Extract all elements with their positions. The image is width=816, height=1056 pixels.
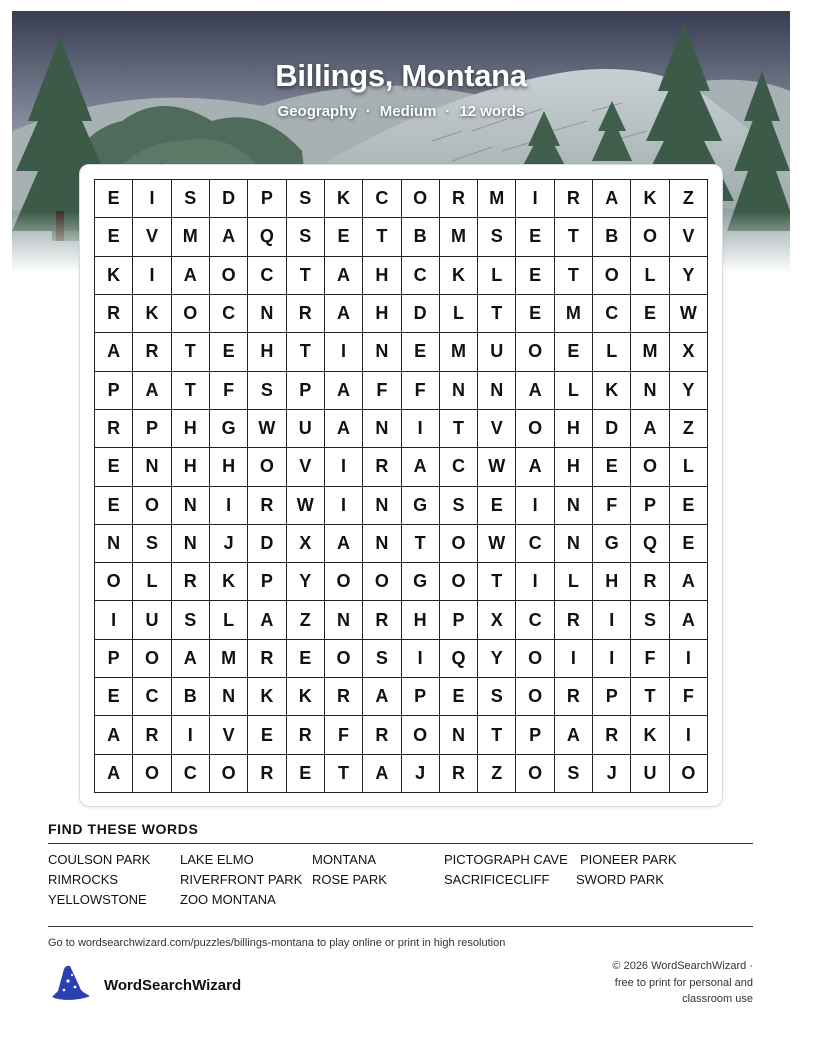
grid-cell[interactable]: A xyxy=(325,410,363,448)
grid-cell[interactable]: L xyxy=(555,563,593,601)
grid-cell[interactable]: P xyxy=(631,487,669,525)
word-item: SWORD PARK xyxy=(576,872,664,887)
grid-cell[interactable]: V xyxy=(133,218,171,256)
grid-cell[interactable]: O xyxy=(440,563,478,601)
grid-cell[interactable]: C xyxy=(248,257,286,295)
grid-cell[interactable]: M xyxy=(478,180,516,218)
grid-cell[interactable]: A xyxy=(325,525,363,563)
grid-cell[interactable]: O xyxy=(402,716,440,754)
word-item: YELLOWSTONE xyxy=(48,892,147,907)
grid-cell[interactable]: E xyxy=(95,678,133,716)
grid-cell[interactable]: N xyxy=(363,525,401,563)
grid-cell[interactable]: L xyxy=(555,372,593,410)
grid-cell[interactable]: S xyxy=(440,487,478,525)
word-item: RIVERFRONT PARK xyxy=(180,872,303,887)
grid-cell[interactable]: O xyxy=(516,640,554,678)
grid-cell[interactable]: R xyxy=(287,295,325,333)
grid-cell[interactable]: A xyxy=(402,448,440,486)
grid-cell[interactable]: H xyxy=(555,410,593,448)
grid-cell[interactable]: R xyxy=(172,563,210,601)
grid-cell[interactable]: P xyxy=(133,410,171,448)
grid-cell[interactable]: I xyxy=(210,487,248,525)
grid-cell[interactable]: D xyxy=(248,525,286,563)
grid-cell[interactable]: A xyxy=(325,372,363,410)
grid-cell[interactable]: S xyxy=(555,755,593,793)
grid-cell[interactable]: E xyxy=(555,333,593,371)
grid-cell[interactable]: K xyxy=(440,257,478,295)
grid-cell[interactable]: W xyxy=(287,487,325,525)
grid-cell[interactable]: X xyxy=(670,333,708,371)
grid-cell[interactable]: V xyxy=(478,410,516,448)
grid-cell[interactable]: E xyxy=(516,295,554,333)
grid-cell[interactable]: N xyxy=(210,678,248,716)
grid-cell[interactable]: P xyxy=(248,563,286,601)
grid-cell[interactable]: N xyxy=(478,372,516,410)
grid-cell[interactable]: I xyxy=(325,333,363,371)
grid-cell[interactable]: R xyxy=(95,410,133,448)
grid-cell[interactable]: U xyxy=(133,601,171,639)
grid-cell[interactable]: V xyxy=(287,448,325,486)
grid-cell[interactable]: F xyxy=(593,487,631,525)
grid-cell[interactable]: L xyxy=(670,448,708,486)
grid-cell[interactable]: O xyxy=(133,640,171,678)
grid-cell[interactable]: S xyxy=(287,218,325,256)
grid-cell[interactable]: F xyxy=(402,372,440,410)
grid-cell[interactable]: C xyxy=(210,295,248,333)
grid-cell[interactable]: K xyxy=(95,257,133,295)
grid-cell[interactable]: O xyxy=(95,563,133,601)
grid-cell[interactable]: A xyxy=(516,448,554,486)
grid-cell[interactable]: Q xyxy=(248,218,286,256)
grid-cell[interactable]: U xyxy=(478,333,516,371)
copyright-notice xyxy=(573,958,753,1008)
category-label: Geography xyxy=(277,103,357,120)
grid-cell[interactable]: O xyxy=(440,525,478,563)
grid-cell[interactable]: A xyxy=(95,716,133,754)
grid-cell[interactable]: O xyxy=(325,563,363,601)
grid-cell[interactable]: R xyxy=(248,755,286,793)
grid-cell[interactable]: N xyxy=(325,601,363,639)
grid-cell[interactable]: J xyxy=(593,755,631,793)
grid-cell[interactable]: P xyxy=(287,372,325,410)
copyright-line: classroom use xyxy=(682,993,753,1005)
grid-cell[interactable]: O xyxy=(172,295,210,333)
grid-cell[interactable]: C xyxy=(593,295,631,333)
grid-cell[interactable]: M xyxy=(172,218,210,256)
grid-cell[interactable]: E xyxy=(287,755,325,793)
copyright-line: free to print for personal and xyxy=(614,976,753,989)
grid-cell[interactable]: Y xyxy=(287,563,325,601)
grid-cell[interactable]: A xyxy=(670,601,708,639)
grid-cell[interactable]: H xyxy=(248,333,286,371)
grid-cell[interactable]: O xyxy=(631,448,669,486)
grid-cell[interactable]: U xyxy=(287,410,325,448)
grid-cell[interactable]: H xyxy=(172,410,210,448)
grid-cell[interactable]: I xyxy=(133,180,171,218)
grid-cell[interactable]: S xyxy=(631,601,669,639)
grid-cell[interactable]: A xyxy=(593,180,631,218)
grid-cell[interactable]: E xyxy=(478,487,516,525)
grid-cell[interactable]: P xyxy=(593,678,631,716)
grid-cell[interactable]: J xyxy=(402,755,440,793)
divider xyxy=(48,843,753,844)
difficulty-label: Medium xyxy=(379,103,437,120)
grid-cell[interactable]: S xyxy=(172,180,210,218)
grid-cell[interactable]: E xyxy=(248,716,286,754)
word-item: COULSON PARK xyxy=(48,852,151,867)
grid-cell[interactable]: O xyxy=(133,755,171,793)
grid-cell[interactable]: A xyxy=(210,218,248,256)
meta-separator: · xyxy=(365,103,371,120)
grid-cell[interactable]: I xyxy=(593,601,631,639)
grid-cell[interactable]: T xyxy=(555,218,593,256)
grid-cell[interactable]: E xyxy=(516,257,554,295)
grid-cell[interactable]: A xyxy=(363,678,401,716)
grid-cell[interactable]: K xyxy=(593,372,631,410)
word-item: ZOO MONTANA xyxy=(180,892,276,907)
grid-cell[interactable]: N xyxy=(555,487,593,525)
grid-cell[interactable]: I xyxy=(516,180,554,218)
grid-cell[interactable]: R xyxy=(363,448,401,486)
word-item: PIONEER PARK xyxy=(580,852,677,867)
grid-cell[interactable]: R xyxy=(440,755,478,793)
grid-cell[interactable]: E xyxy=(95,487,133,525)
grid-cell[interactable]: F xyxy=(210,372,248,410)
grid-cell[interactable]: R xyxy=(631,563,669,601)
grid-cell[interactable]: K xyxy=(210,563,248,601)
grid-cell[interactable]: D xyxy=(402,295,440,333)
grid-cell[interactable]: I xyxy=(325,487,363,525)
grid-cell[interactable]: I xyxy=(555,640,593,678)
brand[interactable] xyxy=(48,963,241,1008)
grid-cell[interactable]: O xyxy=(210,755,248,793)
grid-cell[interactable]: B xyxy=(402,218,440,256)
grid-cell[interactable]: N xyxy=(248,295,286,333)
grid-cell[interactable]: I xyxy=(670,716,708,754)
grid-cell[interactable]: R xyxy=(248,640,286,678)
grid-cell[interactable]: G xyxy=(593,525,631,563)
grid-cell[interactable]: G xyxy=(210,410,248,448)
grid-cell[interactable]: G xyxy=(402,487,440,525)
grid-cell[interactable]: R xyxy=(95,295,133,333)
grid-cell[interactable]: P xyxy=(402,678,440,716)
grid-cell[interactable]: R xyxy=(133,333,171,371)
grid-cell[interactable]: F xyxy=(670,678,708,716)
grid-cell[interactable]: I xyxy=(402,640,440,678)
grid-cell[interactable]: T xyxy=(363,218,401,256)
grid-cell[interactable]: N xyxy=(440,716,478,754)
grid-cell[interactable]: Z xyxy=(478,755,516,793)
grid-cell[interactable]: L xyxy=(210,601,248,639)
puzzle-meta xyxy=(12,103,790,120)
grid-cell[interactable]: A xyxy=(555,716,593,754)
grid-cell[interactable]: Y xyxy=(670,257,708,295)
grid-cell[interactable]: A xyxy=(95,333,133,371)
grid-cell[interactable]: O xyxy=(248,448,286,486)
grid-cell[interactable]: U xyxy=(631,755,669,793)
grid-cell[interactable]: W xyxy=(670,295,708,333)
grid-cell[interactable]: P xyxy=(95,640,133,678)
grid-cell[interactable]: L xyxy=(631,257,669,295)
grid-cell[interactable]: W xyxy=(248,410,286,448)
grid-cell[interactable]: N xyxy=(363,410,401,448)
grid-cell[interactable]: E xyxy=(670,525,708,563)
grid-cell[interactable]: E xyxy=(440,678,478,716)
grid-cell[interactable]: T xyxy=(172,372,210,410)
grid-cell[interactable]: R xyxy=(248,487,286,525)
grid-cell[interactable]: C xyxy=(363,180,401,218)
grid-cell[interactable]: A xyxy=(631,410,669,448)
grid-cell[interactable]: L xyxy=(593,333,631,371)
grid-cell[interactable]: C xyxy=(516,525,554,563)
grid-cell[interactable]: H xyxy=(172,448,210,486)
grid-cell[interactable]: O xyxy=(402,180,440,218)
grid-cell[interactable]: N xyxy=(631,372,669,410)
grid-cell[interactable]: E xyxy=(95,448,133,486)
grid-cell[interactable]: V xyxy=(210,716,248,754)
grid-cell[interactable]: E xyxy=(593,448,631,486)
grid-cell[interactable]: N xyxy=(555,525,593,563)
grid-cell[interactable]: S xyxy=(363,640,401,678)
grid-cell[interactable]: A xyxy=(248,601,286,639)
grid-cell[interactable]: T xyxy=(287,333,325,371)
divider xyxy=(48,926,753,927)
grid-cell[interactable]: O xyxy=(516,755,554,793)
grid-cell[interactable]: R xyxy=(363,716,401,754)
grid-cell[interactable]: Q xyxy=(631,525,669,563)
grid-cell[interactable]: H xyxy=(555,448,593,486)
grid-cell[interactable]: I xyxy=(402,410,440,448)
grid-cell[interactable]: X xyxy=(287,525,325,563)
grid-cell[interactable]: O xyxy=(363,563,401,601)
grid-cell[interactable]: R xyxy=(593,716,631,754)
grid-cell[interactable]: T xyxy=(402,525,440,563)
grid-cell[interactable]: W xyxy=(478,448,516,486)
grid-cell[interactable]: A xyxy=(670,563,708,601)
grid-cell[interactable]: H xyxy=(593,563,631,601)
grid-cell[interactable]: R xyxy=(555,601,593,639)
grid-cell[interactable]: T xyxy=(478,563,516,601)
grid-cell[interactable]: E xyxy=(631,295,669,333)
grid-cell[interactable]: O xyxy=(631,218,669,256)
grid-cell[interactable]: O xyxy=(670,755,708,793)
grid-cell[interactable]: R xyxy=(325,678,363,716)
word-list-heading: FIND THESE WORDS xyxy=(48,821,199,837)
grid-cell[interactable]: I xyxy=(325,448,363,486)
grid-cell[interactable]: D xyxy=(210,180,248,218)
grid-cell[interactable]: T xyxy=(172,333,210,371)
grid-cell[interactable]: R xyxy=(555,678,593,716)
grid-cell[interactable]: H xyxy=(402,601,440,639)
grid-cell[interactable]: C xyxy=(440,448,478,486)
grid-cell[interactable]: C xyxy=(516,601,554,639)
grid-cell[interactable]: K xyxy=(631,716,669,754)
play-online-link[interactable]: Go to wordsearchwizard.com/puzzles/billings-montana to play online or print in high resolution xyxy=(48,937,506,949)
grid-cell[interactable]: P xyxy=(516,716,554,754)
grid-cell[interactable]: S xyxy=(478,678,516,716)
grid-cell[interactable]: H xyxy=(363,257,401,295)
grid-cell[interactable]: S xyxy=(133,525,171,563)
puzzle-title: Billings, Montana xyxy=(275,58,527,93)
grid-cell[interactable]: L xyxy=(133,563,171,601)
grid-cell[interactable]: R xyxy=(133,716,171,754)
grid-cell[interactable]: K xyxy=(287,678,325,716)
grid-cell[interactable]: W xyxy=(478,525,516,563)
copyright-line: © 2026 WordSearchWizard · xyxy=(612,960,753,972)
grid-cell[interactable]: I xyxy=(172,716,210,754)
grid-cell[interactable]: I xyxy=(95,601,133,639)
meta-separator: · xyxy=(445,103,451,120)
word-item: RIMROCKS xyxy=(48,872,119,887)
grid-cell[interactable]: S xyxy=(478,218,516,256)
grid-cell[interactable]: A xyxy=(363,755,401,793)
grid-cell[interactable]: M xyxy=(555,295,593,333)
grid-cell[interactable]: R xyxy=(287,716,325,754)
grid-cell[interactable]: Z xyxy=(670,180,708,218)
grid-cell[interactable]: H xyxy=(363,295,401,333)
grid-cell[interactable]: O xyxy=(516,678,554,716)
grid-cell[interactable]: M xyxy=(631,333,669,371)
grid-cell[interactable]: O xyxy=(325,640,363,678)
grid-cell[interactable]: I xyxy=(133,257,171,295)
grid-cell[interactable]: N xyxy=(363,333,401,371)
grid-cell[interactable]: P xyxy=(95,372,133,410)
grid-cell[interactable]: C xyxy=(402,257,440,295)
grid-cell[interactable]: Q xyxy=(440,640,478,678)
grid-cell[interactable]: V xyxy=(670,218,708,256)
grid-cell[interactable]: M xyxy=(440,218,478,256)
grid-cell[interactable]: I xyxy=(593,640,631,678)
grid-cell[interactable]: F xyxy=(631,640,669,678)
grid-cell[interactable]: A xyxy=(172,640,210,678)
grid-cell[interactable]: N xyxy=(440,372,478,410)
grid-cell[interactable]: M xyxy=(210,640,248,678)
letter-grid[interactable] xyxy=(94,179,708,793)
grid-cell[interactable]: G xyxy=(402,563,440,601)
grid-cell[interactable]: A xyxy=(516,372,554,410)
grid-cell[interactable]: R xyxy=(555,180,593,218)
grid-cell[interactable]: E xyxy=(670,487,708,525)
grid-cell[interactable]: N xyxy=(95,525,133,563)
grid-cell[interactable]: Y xyxy=(478,640,516,678)
grid-cell[interactable]: T xyxy=(478,716,516,754)
grid-cell[interactable]: P xyxy=(440,601,478,639)
grid-cell[interactable]: K xyxy=(248,678,286,716)
grid-cell[interactable]: L xyxy=(478,257,516,295)
word-item: ROSE PARK xyxy=(312,872,387,887)
grid-cell[interactable]: T xyxy=(478,295,516,333)
grid-cell[interactable]: E xyxy=(95,180,133,218)
grid-cell[interactable]: K xyxy=(631,180,669,218)
grid-cell[interactable]: P xyxy=(248,180,286,218)
grid-cell[interactable]: F xyxy=(325,716,363,754)
grid-cell[interactable]: M xyxy=(440,333,478,371)
word-item: MONTANA xyxy=(312,852,377,867)
grid-cell[interactable]: D xyxy=(593,410,631,448)
grid-cell[interactable]: I xyxy=(516,487,554,525)
grid-cell[interactable]: R xyxy=(440,180,478,218)
grid-cell[interactable]: O xyxy=(516,410,554,448)
grid-cell[interactable]: T xyxy=(325,755,363,793)
grid-cell[interactable]: R xyxy=(363,601,401,639)
grid-cell[interactable]: Y xyxy=(670,372,708,410)
grid-cell[interactable]: E xyxy=(210,333,248,371)
grid-cell[interactable]: E xyxy=(95,218,133,256)
grid-cell[interactable]: S xyxy=(172,601,210,639)
grid-cell[interactable]: N xyxy=(172,487,210,525)
grid-cell[interactable]: A xyxy=(172,257,210,295)
grid-cell[interactable]: O xyxy=(210,257,248,295)
grid-cell[interactable]: L xyxy=(440,295,478,333)
grid-cell[interactable]: A xyxy=(325,257,363,295)
grid-cell[interactable]: Z xyxy=(670,410,708,448)
grid-cell[interactable]: T xyxy=(440,410,478,448)
wizard-hat-icon xyxy=(48,963,92,1008)
grid-cell[interactable]: B xyxy=(172,678,210,716)
grid-cell[interactable]: T xyxy=(555,257,593,295)
grid-cell[interactable]: T xyxy=(631,678,669,716)
grid-cell[interactable]: B xyxy=(593,218,631,256)
brand-name: WordSearchWizard xyxy=(104,977,242,994)
grid-cell[interactable]: N xyxy=(172,525,210,563)
word-count-label: 12 words xyxy=(459,103,525,120)
grid-cell[interactable]: Z xyxy=(287,601,325,639)
grid-cell[interactable]: A xyxy=(133,372,171,410)
grid-cell[interactable]: X xyxy=(478,601,516,639)
grid-cell[interactable]: J xyxy=(210,525,248,563)
word-item: SACRIFICECLIFF xyxy=(444,872,550,887)
grid-cell[interactable]: A xyxy=(95,755,133,793)
grid-cell[interactable]: O xyxy=(593,257,631,295)
grid-cell[interactable]: K xyxy=(325,180,363,218)
grid-cell[interactable]: E xyxy=(516,218,554,256)
grid-cell[interactable]: O xyxy=(133,487,171,525)
grid-cell[interactable]: C xyxy=(172,755,210,793)
grid-cell[interactable]: I xyxy=(670,640,708,678)
grid-cell[interactable]: E xyxy=(287,640,325,678)
grid-cell[interactable]: S xyxy=(248,372,286,410)
grid-cell[interactable]: N xyxy=(363,487,401,525)
word-item: PICTOGRAPH CAVE xyxy=(444,852,568,867)
grid-cell[interactable]: E xyxy=(325,218,363,256)
grid-cell[interactable]: H xyxy=(210,448,248,486)
grid-cell[interactable]: F xyxy=(363,372,401,410)
grid-cell[interactable]: O xyxy=(516,333,554,371)
grid-cell[interactable]: T xyxy=(287,257,325,295)
grid-cell[interactable]: C xyxy=(133,678,171,716)
grid-cell[interactable]: K xyxy=(133,295,171,333)
word-item: LAKE ELMO xyxy=(180,852,254,867)
grid-cell[interactable]: E xyxy=(402,333,440,371)
grid-cell[interactable]: A xyxy=(325,295,363,333)
grid-cell[interactable]: S xyxy=(287,180,325,218)
grid-cell[interactable]: N xyxy=(133,448,171,486)
grid-cell[interactable]: I xyxy=(516,563,554,601)
